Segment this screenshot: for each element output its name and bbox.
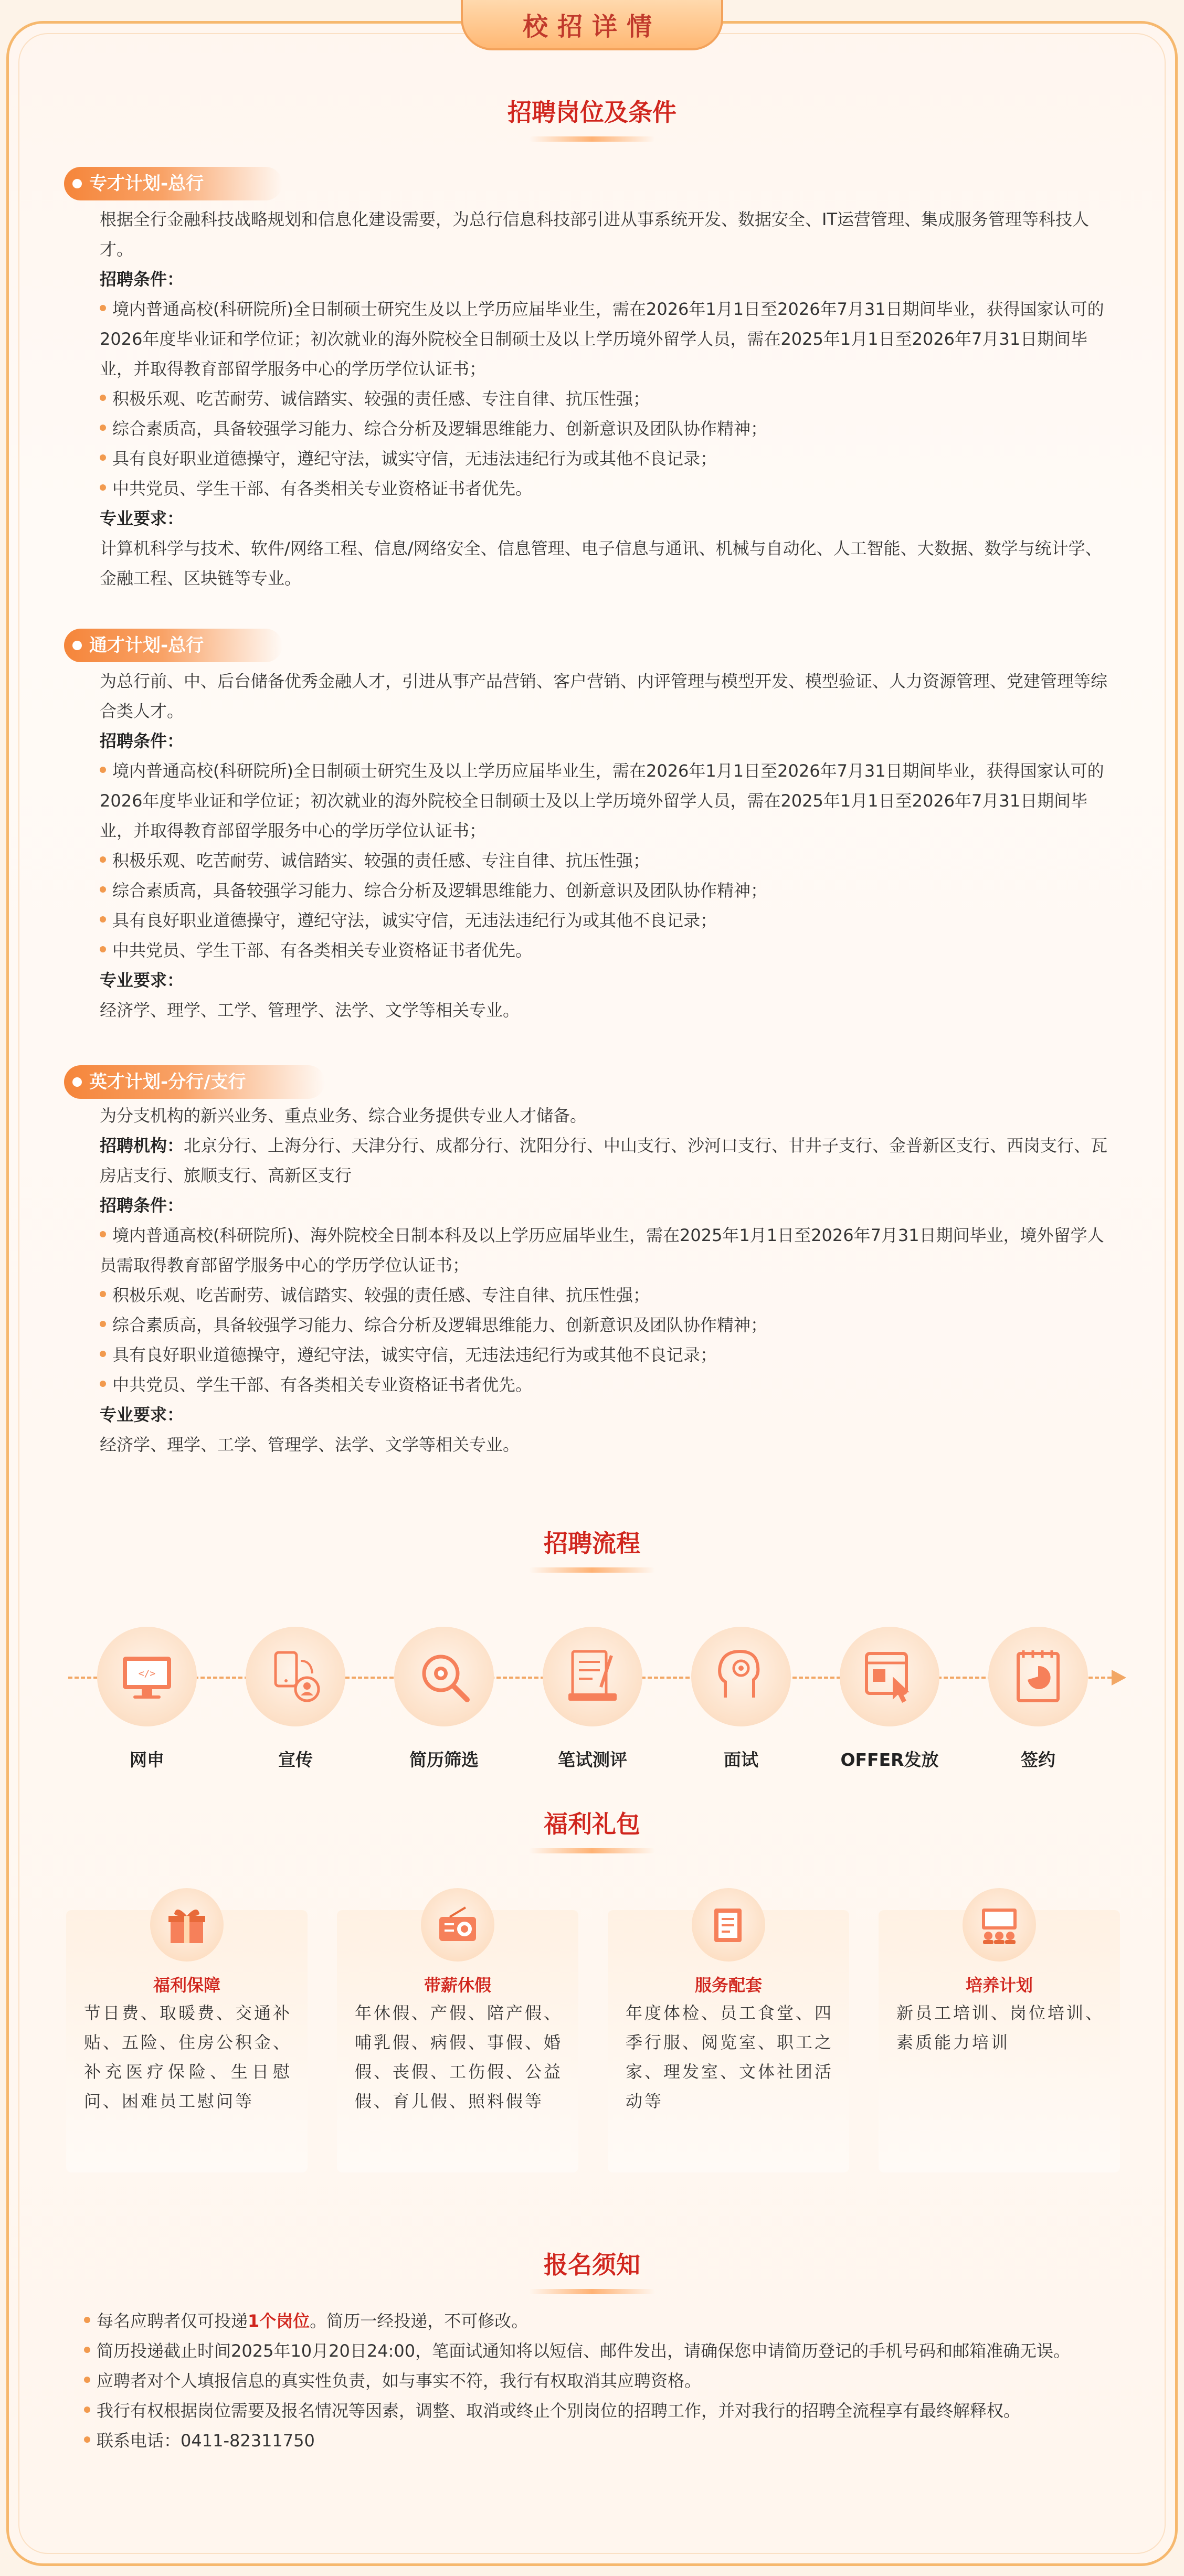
condition-text: 具有良好职业道德操守，遵纪守法，诚实守信，无违法违纪行为或其他不良记录；	[112, 910, 717, 930]
note-text: 每名应聘者仅可投递	[97, 2311, 248, 2331]
orgs-text: 北京分行、上海分行、天津分行、成都分行、沈阳分行、中山支行、沙河口支行、甘井子支行、金普新区支行、西岗支行、瓦房店支行、旅顺支行、高新区支行	[100, 1136, 1108, 1185]
plan-intro	[100, 205, 1118, 264]
major-label: 专业要求：	[100, 1405, 184, 1425]
head-gear-icon	[691, 1627, 791, 1726]
section-title-text: 报名须知	[544, 2251, 640, 2279]
note-item	[84, 2396, 1123, 2426]
process-step-offer	[827, 1627, 953, 1771]
note-item	[84, 2366, 1123, 2396]
condition-text: 具有良好职业道德操守，遵纪守法，诚实守信，无违法违纪行为或其他不良记录；	[112, 1345, 717, 1365]
condition-item	[100, 294, 1118, 384]
process-step-sign	[975, 1627, 1101, 1771]
condition-item	[100, 846, 1118, 876]
benefit-title: 服务配套	[694, 1975, 762, 1995]
contact-phone: 联系电话：0411-82311750	[97, 2431, 315, 2451]
header-tab-label: 校招详情	[522, 12, 661, 41]
condition-item	[100, 876, 1118, 906]
plan-generalist-body	[100, 666, 1118, 1025]
section-title-process	[0, 1524, 1184, 1573]
condition-item	[100, 384, 1118, 414]
title-underline	[529, 1848, 655, 1853]
condition-text: 综合素质高，具备较强学习能力、综合分析及逻辑思维能力、创新意识及团队协作精神；	[112, 881, 768, 900]
major-label: 专业要求：	[100, 970, 184, 990]
benefit-title: 福利保障	[153, 1975, 220, 1995]
condition-text: 综合素质高，具备较强学习能力、综合分析及逻辑思维能力、创新意识及团队协作精神；	[112, 1315, 768, 1335]
header-tab	[461, 0, 723, 50]
process-step-apply	[84, 1627, 210, 1771]
title-underline	[529, 2289, 655, 2294]
offer-click-icon	[840, 1627, 939, 1726]
computer-icon	[97, 1627, 197, 1726]
note-item	[84, 2306, 1123, 2336]
gift-icon	[150, 1888, 224, 1962]
condition-text: 综合素质高，具备较强学习能力、综合分析及逻辑思维能力、创新意识及团队协作精神；	[112, 419, 768, 439]
plan-tag-talent: 英才计划-分行/支行	[64, 1065, 325, 1099]
condition-text: 中共党员、学生干部、有各类相关专业资格证书者优先。	[112, 1375, 533, 1395]
condition-item	[100, 1370, 1118, 1400]
process-step-label: 简历筛选	[409, 1750, 479, 1770]
note-text: 应聘者对个人填报信息的真实性负责，如与事实不符，我行有权取消其应聘资格。	[97, 2371, 702, 2391]
title-underline	[529, 136, 655, 142]
note-highlight: 1个岗位	[248, 2311, 310, 2331]
condition-text: 中共党员、学生干部、有各类相关专业资格证书者优先。	[112, 479, 533, 499]
section-title-benefits	[0, 1805, 1184, 1853]
note-item	[84, 2426, 1123, 2456]
note-text: 我行有权根据岗位需要及报名情况等因素，调整、取消或终止个别岗位的招聘工作，并对我行的招聘全流程享有最终解释权。	[97, 2401, 1021, 2421]
magnifier-gear-icon	[394, 1627, 494, 1726]
process-step-promote	[232, 1627, 358, 1771]
process-step-label: 宣传	[278, 1750, 313, 1770]
orgs-label: 招聘机构：	[100, 1136, 184, 1156]
title-underline	[529, 1567, 655, 1573]
recruiting-orgs	[100, 1131, 1118, 1191]
book-icon	[692, 1888, 765, 1962]
plan-tag-generalist: 通才计划-总行	[64, 629, 282, 662]
major-label: 专业要求：	[100, 508, 184, 528]
note-text: 简历投递截止时间2025年10月20日24:00，笔面试通知将以短信、邮件发出，请确保您申请简历登记的手机号码和邮箱准确无误。	[97, 2341, 1071, 2361]
condition-item	[100, 474, 1118, 504]
condition-item	[100, 756, 1118, 846]
contract-icon	[988, 1627, 1088, 1726]
section-title-text: 福利礼包	[544, 1810, 640, 1838]
condition-item	[100, 906, 1118, 936]
section-title-notes	[0, 2246, 1184, 2294]
condition-text: 境内普通高校(科研院所)、海外院校全日制本科及以上学历应届毕业生，需在2025年1月1日至2026年7月31日期间毕业，境外留学人员需取得教育部留学服务中心的学历学位认证书；	[100, 1225, 1104, 1275]
conditions-label: 招聘条件：	[100, 269, 184, 289]
condition-text: 境内普通高校(科研院所)全日制硕士研究生及以上学历应届毕业生，需在2026年1月1日至2026年7月31日期间毕业，获得国家认可的2026年度毕业证和学位证；初次就业的海外院校全日制硕士及以上学历境外留学人员，需在2025年1月1日至2026年7月31日期间毕业，并取得教育部留学服务中心的学历学位认证书；	[100, 761, 1104, 841]
benefit-card-leave	[337, 1910, 578, 2172]
condition-item	[100, 1280, 1118, 1310]
conditions-label: 招聘条件：	[100, 1195, 184, 1215]
plan-specialist-body	[100, 205, 1118, 593]
process-step-screening	[381, 1627, 507, 1771]
process-step-label: 网申	[130, 1750, 164, 1770]
process-step-exam	[530, 1627, 656, 1771]
condition-item	[100, 444, 1118, 474]
process-step-label: OFFER发放	[840, 1750, 939, 1770]
svg-text:</>: </>	[138, 1668, 156, 1679]
benefit-card-training	[879, 1910, 1120, 2172]
condition-item	[100, 936, 1118, 966]
condition-item	[100, 1221, 1118, 1280]
plan-tag-specialist: 专才计划-总行	[64, 167, 282, 200]
benefit-card-services	[608, 1910, 849, 2172]
section-title-positions	[0, 93, 1184, 142]
process-step-label: 签约	[1021, 1750, 1055, 1770]
plan-intro: 为总行前、中、后台储备优秀金融人才，引进从事产品营销、客户营销、内评管理与模型开发、模型验证、人力资源管理、党建管理等综合类人才。	[100, 671, 1108, 721]
condition-text: 中共党员、学生干部、有各类相关专业资格证书者优先。	[112, 940, 533, 960]
radio-icon	[421, 1888, 494, 1962]
process-step-label: 笔试测评	[558, 1750, 627, 1770]
plan-talent-body	[100, 1101, 1118, 1460]
condition-item	[100, 414, 1118, 444]
process-step-label: 面试	[724, 1750, 758, 1770]
exam-paper-icon	[543, 1627, 642, 1726]
application-notes	[84, 2306, 1123, 2456]
benefit-title: 培养计划	[965, 1975, 1033, 1995]
section-title-text: 招聘流程	[544, 1529, 640, 1557]
condition-text: 积极乐观、吃苦耐劳、诚信踏实、较强的责任感、专注自律、抗压性强；	[112, 389, 650, 409]
condition-text: 积极乐观、吃苦耐劳、诚信踏实、较强的责任感、专注自律、抗压性强；	[112, 851, 650, 871]
major-text: 经济学、理学、工学、管理学、法学、文学等相关专业。	[100, 1000, 520, 1020]
major-text: 计算机科学与技术、软件/网络工程、信息/网络安全、信息管理、电子信息与通讯、机械与自动化、人工智能、大数据、数学与统计学、金融工程、区块链等专业。	[100, 538, 1102, 588]
note-text: 。简历一经投递，不可修改。	[310, 2311, 528, 2331]
plan-intro: 为分支机构的新兴业务、重点业务、综合业务提供专业人才储备。	[100, 1106, 587, 1126]
condition-text: 积极乐观、吃苦耐劳、诚信踏实、较强的责任感、专注自律、抗压性强；	[112, 1285, 650, 1305]
condition-item	[100, 1340, 1118, 1370]
process-arrow-icon	[1112, 1670, 1126, 1685]
benefit-body: 年休假、产假、陪产假、哺乳假、病假、事假、婚假、丧假、工伤假、公益假、育儿假、照料假等	[355, 2003, 563, 2111]
condition-text: 具有良好职业道德操守，遵纪守法，诚实守信，无违法违纪行为或其他不良记录；	[112, 449, 717, 469]
benefit-card-welfare	[66, 1910, 308, 2172]
note-item	[84, 2336, 1123, 2366]
benefit-body: 年度体检、员工食堂、四季行服、阅览室、职工之家、理发室、文体社团活动等	[626, 2003, 834, 2111]
conditions-label: 招聘条件：	[100, 731, 184, 751]
training-icon	[963, 1888, 1036, 1962]
plan-intro-text: 根据全行金融科技战略规划和信息化建设需要，为总行信息科技部引进从事系统开发、数据安全、IT运营管理、集成服务管理等科技人才。	[100, 209, 1089, 259]
benefit-body: 节日费、取暖费、交通补贴、五险、住房公积金、补充医疗保险、生日慰问、困难员工慰问等	[84, 2003, 292, 2111]
process-step-interview	[678, 1627, 804, 1771]
condition-item	[100, 1310, 1118, 1340]
benefit-body: 新员工培训、岗位培训、素质能力培训	[896, 2003, 1105, 2052]
phone-user-icon	[246, 1627, 345, 1726]
condition-text: 境内普通高校(科研院所)全日制硕士研究生及以上学历应届毕业生，需在2026年1月1日至2026年7月31日期间毕业，获得国家认可的2026年度毕业证和学位证；初次就业的海外院校全日制硕士及以上学历境外留学人员，需在2025年1月1日至2026年7月31日期间毕业，并取得教育部留学服务中心的学历学位认证书；	[100, 299, 1104, 379]
major-text: 经济学、理学、工学、管理学、法学、文学等相关专业。	[100, 1435, 520, 1455]
benefit-title: 带薪休假	[424, 1975, 491, 1995]
section-title-text: 招聘岗位及条件	[508, 98, 676, 126]
